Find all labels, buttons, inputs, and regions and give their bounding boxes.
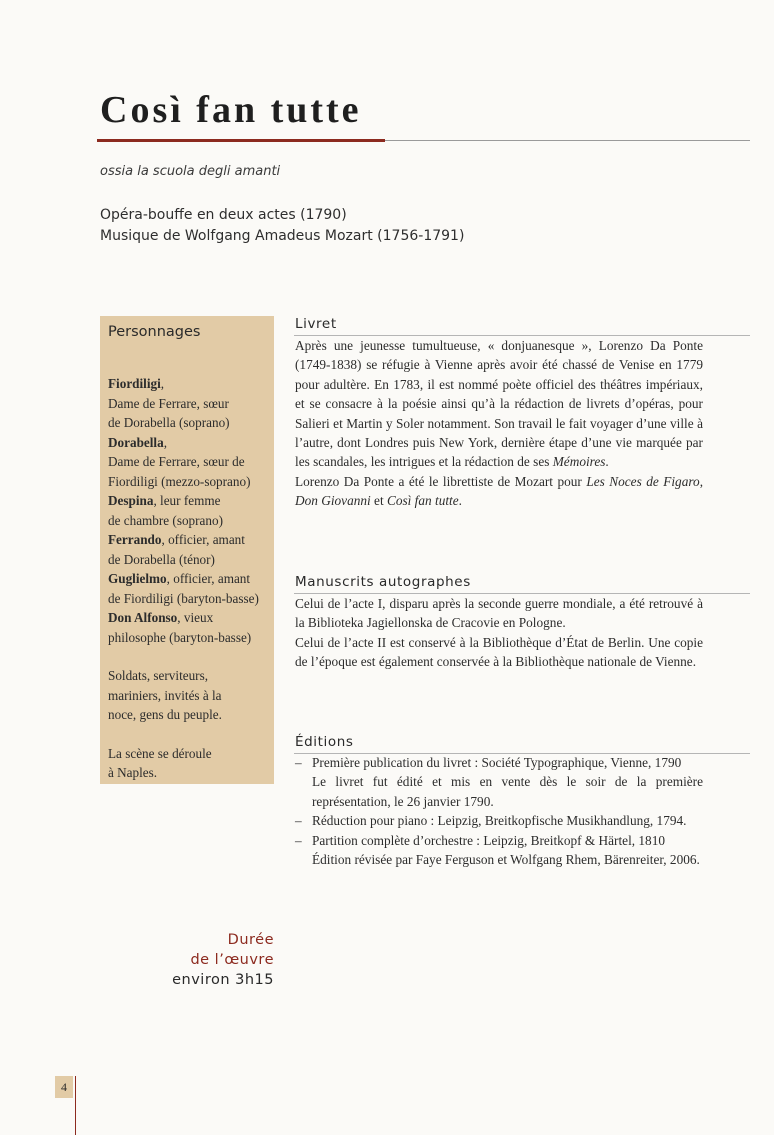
duree-label-2: de l’œuvre [190, 952, 274, 968]
character-entry: Guglielmo, officier, amant de Fiordiligi (baryton-basse) [108, 571, 259, 606]
subtitle: ossia la scuola degli amanti [100, 164, 281, 179]
edition-item: – Réduction pour piano : Leipzig, Breitkopfische Musikhandlung, 1794. [295, 813, 687, 829]
editions-heading: Éditions [295, 734, 354, 750]
character-entry: Dorabella, Dame de Ferrare, sœur de Fiordiligi (mezzo-soprano) [108, 434, 251, 489]
intro-genre: Opéra-bouffe en deux actes (1790) [100, 207, 347, 223]
setting-text: La scène se déroule à Naples. [108, 745, 212, 780]
title-accent-rule [97, 139, 385, 142]
character-name: Dorabella [108, 434, 164, 450]
personnages-heading: Personnages [108, 324, 201, 340]
editions-list [295, 753, 703, 869]
manuscrits-text [295, 594, 703, 672]
page-margin-line [75, 1076, 76, 1135]
duree-block [172, 930, 274, 990]
livret-paragraph: Après une jeunesse tumultueuse, « donjuanesque », Lorenzo Da Ponte (1749-1838) se réfugie à Vienne après avoir été chassé de Venise en 1779 pour adultère. En 1783, il est nommé poète officiel des théâtres impériaux, et se consacre à la poésie ainsi qu’à la rédaction de livrets d’opéras, pour Salieri et Martin y Soler notamment. Son travail le fait voyager d’une ville à l’autre, dont Londres puis New York, dernière étape d’une vie marquée par les scandales, les intrigues et la rédaction de ses Mémoires. [295, 338, 703, 470]
livret-heading: Livret [295, 316, 337, 332]
character-entry: Don Alfonso, vieux philosophe (baryton-basse) [108, 610, 252, 645]
manuscrits-paragraph: Celui de l’acte II est conservé à la Bibliothèque d’État de Berlin. Une copie de l’époque est également conservée à la Bibliothèque nationale de Vienne. [295, 634, 703, 670]
edition-item: – Partition complète d’orchestre : Leipzig, Breitkopf & Härtel, 1810 Édition révisée par Faye Ferguson et Wolfgang Rhem, Bärenreiter, 2006. [295, 832, 700, 868]
duree-label: Durée [227, 932, 274, 948]
personnages-list [108, 374, 268, 783]
personnages-sidebar [100, 316, 274, 784]
edition-item: – Première publication du livret : Société Typographique, Vienne, 1790 Le livret fut édité et mis en vente dès le soir de la première représentation, le 26 janvier 1790. [295, 755, 703, 809]
manuscrits-paragraph: Celui de l’acte I, disparu après la seconde guerre mondiale, a été retrouvé à la Biblioteka Jagiellonska de Cracovie en Pologne. [295, 596, 703, 631]
character-entry: Fiordiligi, Dame de Ferrare, sœur de Dorabella (soprano) [108, 376, 230, 430]
character-name: Despina [108, 493, 154, 508]
character-entry: Despina, leur femme de chambre (soprano) [108, 493, 223, 528]
character-name: Guglielmo [108, 571, 167, 586]
livret-paragraph: Lorenzo Da Ponte a été le librettiste de Mozart pour Les Noces de Figaro, Don Giovanni et Così fan tutte. [295, 473, 704, 509]
extras-text: Soldats, serviteurs, mariniers, invités à la noce, gens du peuple. [108, 668, 222, 722]
livret-text [295, 336, 703, 511]
page-number: 4 [55, 1076, 73, 1098]
character-name: Fiordiligi [108, 376, 161, 391]
character-name: Don Alfonso [108, 610, 178, 625]
character-entry: Ferrando, officier, amant de Dorabella (ténor) [108, 532, 245, 567]
page-title: Così fan tutte [100, 89, 362, 131]
duree-value: environ 3h15 [172, 972, 274, 988]
intro-composer: Musique de Wolfgang Amadeus Mozart (1756-1791) [100, 228, 465, 244]
character-name: Ferrando [108, 532, 162, 547]
manuscrits-heading: Manuscrits autographes [295, 574, 471, 590]
title-thin-rule [385, 140, 750, 141]
intro-block [100, 205, 464, 247]
